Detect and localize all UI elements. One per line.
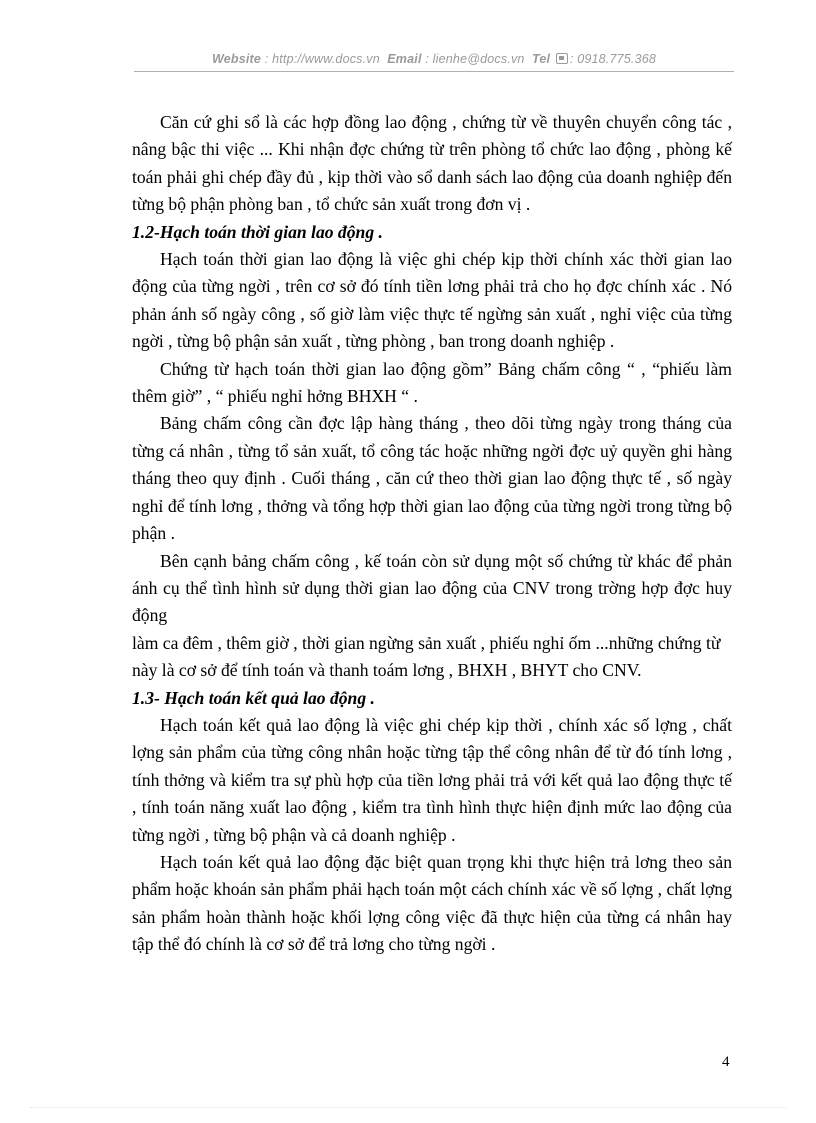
document-body <box>132 109 732 959</box>
footer-divider <box>30 1107 786 1108</box>
page-number: 4 <box>722 1054 730 1070</box>
website-value: : http://www.docs.vn <box>264 52 380 66</box>
paragraph-9: Hạch toán kết quả lao động đặc biệt quan trọng khi thực hiện trả lơng theo sản phẩm hoặc khoán sản phẩm phải hạch toán một cách chính xác về số lợng , chất lợng sản phẩm hoàn thành hoặc khối lợng công việc đã thực hiện của từng cá nhân hay tập thể đó chính là cơ sở để trả lơng cho từng ngời . <box>132 851 732 955</box>
page-header <box>134 52 734 66</box>
phone-icon <box>556 53 568 64</box>
tel-label: Tel <box>531 52 551 66</box>
paragraph-3: Chứng từ hạch toán thời gian lao động gồm” Bảng chấm công “ , “phiếu làm thêm giờ” , “ phiếu nghỉ hởng BHXH “ . <box>132 358 732 407</box>
section-heading-1-2: 1.2-Hạch toán thời gian lao động . <box>132 221 383 242</box>
email-label: Email <box>387 52 422 66</box>
paragraph-7: này là cơ sở để tính toán và thanh toám lơng , BHXH , BHYT cho CNV. <box>132 660 642 681</box>
paragraph-4: Bảng chấm công cần đợc lập hàng tháng , theo dõi từng ngày trong tháng của từng cá nhân , từng tổ sản xuất, tổ công tác hoặc những ngời đợc uỷ quyền ghi hàng tháng theo quy định . Cuối tháng , căn cứ theo thời gian lao động thực tế , số ngày nghỉ để tính lơng , thởng và tổng hợp thời gian lao động của từng ngời trong từng bộ phận . <box>132 413 732 544</box>
website-label: Website <box>211 52 262 66</box>
paragraph-8: Hạch toán kết quả lao động là việc ghi chép kịp thời , chính xác số lợng , chất lợng sản phẩm của từng công nhân hoặc từng tập thể công nhân để từ đó tính lơng , tính thởng và kiểm tra sự phù hợp của tiền lơng phải trả với kết quả lao động thực tế , tính toán năng xuất lao động , kiểm tra tình hình thực hiện định mức lao động của từng ngời , từng bộ phận và cả doanh nghiệp . <box>132 714 732 845</box>
email-value: : lienhe@docs.vn <box>425 52 525 66</box>
header-divider <box>134 71 734 72</box>
paragraph-1: Căn cứ ghi sổ là các hợp đồng lao động , chứng từ về thuyên chuyển công tác , nâng bậc thi việc ... Khi nhận đợc chứng từ trên phòng tổ chức lao động , phòng kế toán phải ghi chép đầy đủ , kịp thời vào sổ danh sách lao động của doanh nghiệp đến từng bộ phận phòng ban , tổ chức sản xuất trong đơn vị . <box>132 112 732 215</box>
section-heading-1-3: 1.3- Hạch toán kết quả lao động . <box>132 687 375 708</box>
tel-value: : 0918.775.368 <box>569 52 657 66</box>
paragraph-2: Hạch toán thời gian lao động là việc ghi chép kịp thời chính xác thời gian lao động của từng ngời , trên cơ sở đó tính tiền lơng phải trả cho họ đợc chính xác . Nó phản ánh số ngày công , số giờ làm việc thực tế ngừng sản xuất , nghỉ việc của từng ngời , từng bộ phận sản xuất , từng phòng , ban trong doanh nghiệp . <box>132 249 732 352</box>
paragraph-6: làm ca đêm , thêm giờ , thời gian ngừng sản xuất , phiếu nghỉ ốm ...những chứng từ <box>132 632 721 653</box>
paragraph-5: Bên cạnh bảng chấm công , kế toán còn sử dụng một số chứng từ khác để phản ánh cụ thể tình hình sử dụng thời gian lao động của CNV trong trờng hợp đợc huy động <box>132 550 732 626</box>
